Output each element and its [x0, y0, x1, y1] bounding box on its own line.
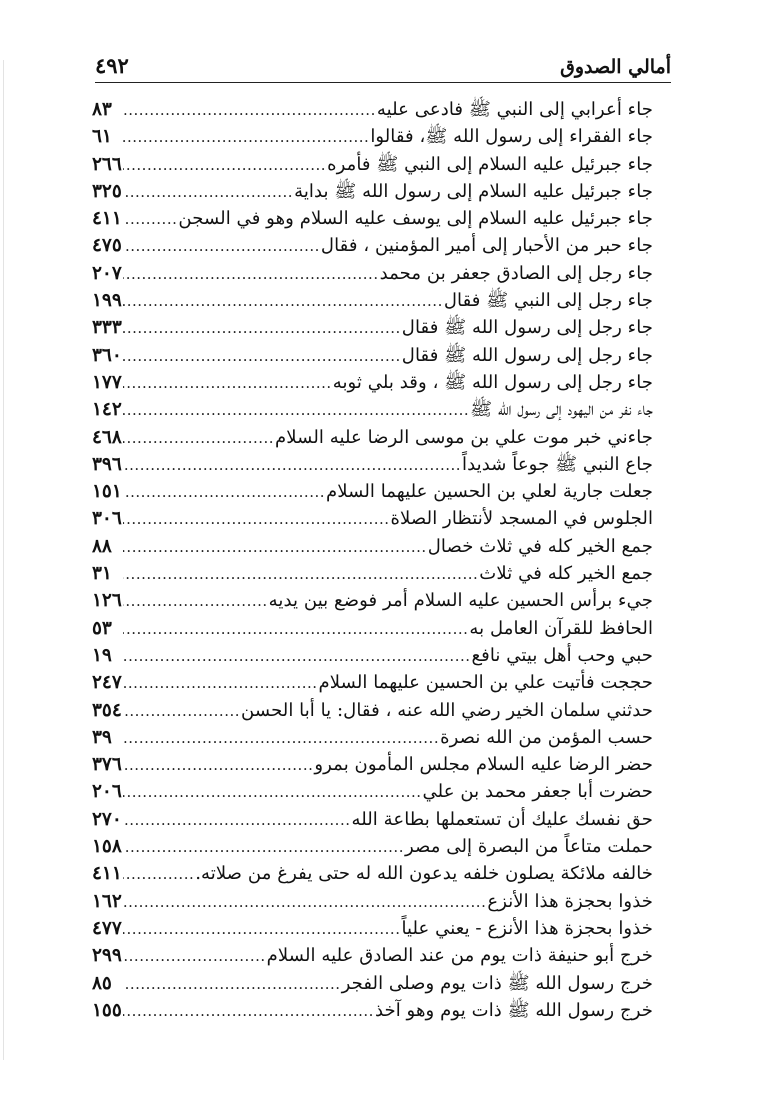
index-entry-page-number: ١٥٨	[92, 836, 122, 858]
index-entry-text: جاء رجل إلى رسول الله ﷺ ، وقد بلي ثوبه	[332, 371, 653, 393]
index-entry-text: جاء جبرئيل عليه السلام إلى يوسف عليه السلام وهو في السجن	[178, 208, 653, 230]
index-entry-text: خذوا بحجزة هذا الأنزع - يعني علياً	[401, 917, 653, 939]
index-entry-text: جاء الفقراء إلى رسول الله ﷺ، فقالوا	[370, 126, 653, 148]
index-entry-page-number: ٣٩	[92, 726, 112, 748]
index-entries-list	[92, 96, 653, 1024]
dot-leader	[123, 943, 266, 970]
index-entry	[92, 451, 653, 478]
index-entry	[92, 314, 653, 341]
index-entry-page-number: ٤٧٧	[92, 917, 122, 939]
dot-leader	[123, 179, 293, 206]
index-entry	[92, 970, 653, 997]
index-entry-page-number: ١٩٩	[92, 290, 122, 312]
index-entry-text: خذوا بحجزة هذا الأنزع	[487, 890, 653, 912]
index-entry	[92, 424, 653, 451]
dot-leader	[123, 506, 390, 533]
dot-leader	[123, 616, 468, 643]
index-entry-text: جاء أعرابي إلى النبي ﷺ فادعى عليه	[376, 99, 653, 120]
page-edge-line	[3, 60, 4, 1060]
index-entry-page-number: ٢٤٧	[92, 672, 122, 694]
index-entry	[92, 997, 653, 1024]
index-entry-text: جاء رجل إلى الصادق جعفر بن محمد	[379, 262, 653, 284]
index-entry-page-number: ٣٥٤	[92, 699, 122, 721]
dot-leader	[123, 397, 469, 424]
index-entry-text: حسب المؤمن من الله نصرة	[440, 726, 653, 748]
dot-leader	[123, 370, 332, 397]
dot-leader	[123, 670, 318, 697]
index-entry-page-number: ٢٩٩	[92, 945, 122, 967]
index-entry-page-number: ٣٦٠	[92, 344, 122, 366]
index-entry-text: جاع النبي ﷺ جوعاً شديداً	[462, 453, 653, 475]
dot-leader	[123, 315, 401, 342]
index-entry-page-number: ٢٧٠	[92, 808, 122, 830]
dot-leader	[123, 889, 486, 916]
index-entry	[92, 642, 653, 669]
index-entry	[92, 369, 653, 396]
index-entry-text: جاء رجل إلى رسول الله ﷺ فقال	[401, 344, 653, 366]
index-entry	[92, 806, 653, 833]
index-entry-page-number: ٤٧٥	[92, 235, 122, 257]
index-entry	[92, 96, 653, 123]
dot-leader	[123, 425, 274, 452]
index-entry-text: جمع الخير كله في ثلاث خصال	[427, 535, 653, 557]
index-entry-page-number: ٤١١	[92, 863, 122, 885]
dot-leader	[123, 152, 326, 179]
dot-leader	[123, 206, 177, 233]
dot-leader	[123, 725, 439, 752]
index-entry-text: حق نفسك عليك أن تستعملها بطاعة الله	[351, 808, 653, 830]
index-entry	[92, 942, 653, 969]
index-entry-text: الجلوس في المسجد لأنتظار الصلاة	[390, 508, 653, 530]
index-entry	[92, 778, 653, 805]
index-entry-text: خرج رسول الله ﷺ ذات يوم وصلى الفجر	[341, 972, 653, 994]
index-entry	[92, 505, 653, 532]
index-entry	[92, 342, 653, 369]
index-entry	[92, 232, 653, 259]
index-entry-page-number: ٤٦٨	[92, 426, 122, 448]
index-entry-page-number: ١٥٥	[92, 999, 122, 1021]
index-entry-text: جاء جبرئيل عليه السلام إلى رسول الله ﷺ بداية	[294, 180, 653, 202]
index-entry-page-number: ٦١	[92, 126, 112, 148]
index-entry-text: جاء حبر من الأحبار إلى أمير المؤمنين ، فقال	[320, 235, 653, 257]
dot-leader	[123, 343, 401, 370]
dot-leader	[123, 561, 478, 588]
index-entry-text: جاء رجل إلى رسول الله ﷺ فقال	[401, 317, 653, 339]
index-entry	[92, 669, 653, 696]
dot-leader	[123, 779, 422, 806]
index-entry-page-number: ١٢٦	[92, 590, 122, 612]
index-entry-text: حملت متاعاً من البصرة إلى مصر	[404, 836, 653, 858]
index-entry-page-number: ٢٠٦	[92, 781, 122, 803]
index-entry	[92, 860, 653, 887]
index-entry-page-number: ٥٣	[92, 617, 112, 639]
index-entry	[92, 151, 653, 178]
index-entry	[92, 478, 653, 505]
index-entry-page-number: ٣٢٥	[92, 180, 122, 202]
index-entry	[92, 724, 653, 751]
index-entry-page-number: ٤١١	[92, 208, 122, 230]
index-entry	[92, 123, 653, 150]
index-entry-page-number: ٢٠٧	[92, 262, 122, 284]
index-entry	[92, 205, 653, 232]
index-entry-text: خالفه ملائكة يصلون خلفه يدعون الله له حتى يفرغ من صلاته.	[195, 863, 653, 885]
index-entry-page-number: ٨٨	[92, 535, 112, 557]
dot-leader	[123, 834, 404, 861]
index-entry	[92, 697, 653, 724]
index-entry-page-number: ١٦٢	[92, 890, 122, 912]
index-entry-page-number: ١٧٧	[92, 371, 122, 393]
dot-leader	[123, 479, 325, 506]
dot-leader	[123, 288, 443, 315]
index-entry	[92, 888, 653, 915]
index-entry	[92, 915, 653, 942]
index-entry-page-number: ٢٦٦	[92, 153, 122, 175]
dot-leader	[123, 998, 374, 1025]
dot-leader	[123, 861, 194, 888]
dot-leader	[123, 534, 427, 561]
index-entry	[92, 396, 653, 423]
index-entry-text: حضر الرضا عليه السلام مجلس المأمون بمرو	[314, 754, 653, 776]
dot-leader	[123, 752, 313, 779]
index-entry-page-number: ١٥١	[92, 481, 122, 503]
page-header	[95, 48, 671, 83]
index-entry-text: حبي وحب أهل بيتي نافع	[471, 644, 653, 666]
dot-leader	[123, 916, 400, 943]
index-entry-text: الحافظ للقرآن العامل به	[469, 617, 653, 639]
dot-leader	[123, 452, 461, 479]
dot-leader	[123, 233, 320, 260]
index-entry-text: حدثني سلمان الخير رضي الله عنه ، فقال: يا أبا الحسن	[241, 699, 653, 721]
index-entry	[92, 615, 653, 642]
dot-leader	[123, 97, 376, 124]
index-entry	[92, 751, 653, 778]
index-entry-text: حضرت أبا جعفر محمد بن علي	[422, 781, 653, 803]
index-entry-text: جاء نفر من اليهود إلى رسول الله ﷺ	[470, 399, 653, 421]
index-entry-page-number: ٣٧٦	[92, 754, 122, 776]
index-entry-text: جاءني خبر موت علي بن موسى الرضا عليه السلام	[275, 426, 653, 448]
index-entry-page-number: ١٩	[92, 644, 112, 666]
index-entry	[92, 260, 653, 287]
index-entry	[92, 287, 653, 314]
book-title: أمالي الصدوق	[560, 56, 671, 78]
page-number: ٤٩٢	[95, 53, 129, 78]
index-entry-page-number: ٣٣٣	[92, 317, 122, 339]
dot-leader	[123, 124, 369, 151]
index-entry-text: جيء برأس الحسين عليه السلام أمر فوضع بين يديه	[268, 590, 653, 612]
index-entry-page-number: ٨٥	[92, 972, 112, 994]
index-entry	[92, 587, 653, 614]
index-entry-page-number: ٣٩٦	[92, 453, 122, 475]
index-entry-text: جاء جبرئيل عليه السلام إلى النبي ﷺ فأمره	[327, 153, 653, 175]
index-entry	[92, 178, 653, 205]
index-entry	[92, 833, 653, 860]
dot-leader	[123, 588, 268, 615]
dot-leader	[123, 261, 379, 288]
index-entry-page-number: ٣٠٦	[92, 508, 122, 530]
index-entry	[92, 560, 653, 587]
index-entry-text: جاء رجل إلى النبي ﷺ فقال	[443, 290, 653, 312]
index-entry-page-number: ٨٣	[92, 99, 112, 120]
dot-leader	[123, 971, 341, 998]
index-entry-text: خرج أبو حنيفة ذات يوم من عند الصادق عليه السلام	[266, 945, 653, 967]
index-entry-text: جعلت جارية لعلي بن الحسين عليهما السلام	[326, 481, 653, 503]
index-entry-text: حججت فأتيت علي بن الحسين عليهما السلام	[318, 672, 653, 694]
index-entry	[92, 533, 653, 560]
dot-leader	[123, 698, 240, 725]
index-entry-page-number: ١٤٢	[92, 399, 122, 421]
index-entry-text: خرج رسول الله ﷺ ذات يوم وهو آخذ	[374, 999, 653, 1021]
index-entry-page-number: ٣١	[92, 563, 112, 585]
dot-leader	[123, 807, 350, 834]
dot-leader	[123, 643, 471, 670]
index-entry-text: جمع الخير كله في ثلاث	[479, 563, 653, 585]
